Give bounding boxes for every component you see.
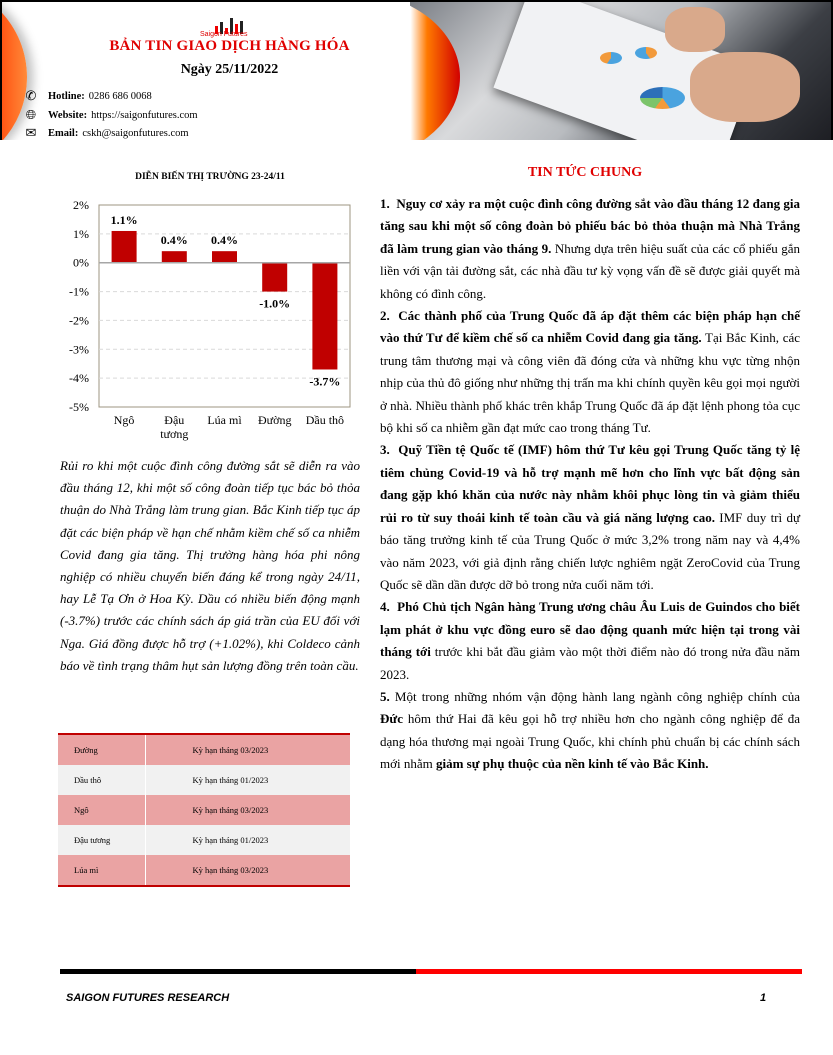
- header-banner: [0, 0, 833, 140]
- news-number: 1.: [380, 196, 397, 211]
- y-tick-label: 1%: [73, 226, 89, 241]
- news-item: [380, 305, 800, 439]
- news-number: 4.: [380, 599, 398, 615]
- news-item: [380, 439, 800, 596]
- market-summary: Rủi ro khi một cuộc đình công đường sắt sẽ diễn ra vào đầu tháng 12, khi một số công đoàn tiếp tục bác bỏ thỏa thuận do Nhà Trắng làm trung gian. Bắc Kinh tiếp tục áp đặt các biện pháp về hạn chế nhằm kiềm chế số ca nhiễm Covid đang gia tăng. Thị trường hàng hóa phi nông nghiệp có nhiều chuyển biến đáng kể trong ngày 24/11, hay Lễ Tạ Ơn ở Hoa Kỳ. Dầu có nhiều biến động mạnh (-3.7%) trước các chính sách áp giá trần của EU đối với Nga. Giá đồng được hỗ trợ (+1.02%), khi Coldeco cảnh báo về tình trạng thâm hụt sản lượng đồng trên toàn cầu.: [60, 458, 360, 673]
- bar: [312, 263, 337, 370]
- bulletin-date: Ngày 25/11/2022: [180, 62, 279, 77]
- x-tick-label: Đường: [257, 413, 292, 427]
- contract-term-cell: Kỳ hạn tháng 01/2023: [146, 825, 350, 855]
- hand-image: [690, 52, 800, 122]
- commodity-cell: Dầu thô: [58, 765, 146, 795]
- news-body: Một trong những nhóm vận động hành lang ngành công nghiệp chính của: [394, 688, 800, 704]
- news-headline: Phó Chủ tịch Ngân hàng Trung ương châu Âu Luis de Guindos cho biết lạm phát ở khu vực đồng euro sẽ dao động quanh mức hiện tại trong vài tháng tới: [380, 599, 801, 660]
- page-number: 1: [760, 992, 767, 1004]
- contract-term-cell: Kỳ hạn tháng 03/2023: [146, 795, 350, 825]
- news-body: Tại Bắc Kinh, các trung tâm thương mại và công viên đã đóng cửa và những khu vực từng nhộn nhịp của thủ đô giống như những thị trấn ma khi chính quyền kêu gọi mọi người ở nhà. Nhiều thành phố khác trên khắp Trung Quốc đã áp đặt lệnh phong tỏa cục bộ khi số ca nhiễm gần đạt mức cao trong tháng Tư.: [380, 330, 801, 436]
- news-headline: Các thành phố của Trung Quốc đã áp đặt thêm các biện pháp hạn chế vào thứ Tư để kiềm chế số ca nhiễm Covid đang gia tăng.: [380, 308, 800, 346]
- news-headline: Nguy cơ xảy ra một cuộc đình công đường sắt vào đầu tháng 12 đang gia tăng sau khi một số công đoàn bỏ phiếu bác bỏ thỏa thuận mà Nhà Trắng đã làm trung gian vào tháng 9.: [380, 196, 801, 256]
- pie-chart-graphic: [640, 87, 685, 109]
- data-label: 0.4%: [160, 233, 188, 248]
- contracts-table: [58, 733, 350, 887]
- news-number: 2.: [380, 308, 399, 324]
- mail-icon: ✉: [25, 125, 37, 140]
- data-label: 1.1%: [110, 212, 138, 227]
- y-tick-label: -3%: [69, 342, 89, 357]
- footer-rule-red: [416, 969, 802, 974]
- hotline-label: Hotline:: [48, 90, 85, 102]
- x-tick-label: Đậu: [164, 413, 185, 427]
- x-tick-label: Ngô: [113, 413, 135, 427]
- table-row: [58, 855, 350, 886]
- contact-email: [22, 126, 189, 140]
- hand-image: [665, 7, 725, 52]
- news-item: [380, 686, 800, 776]
- commodity-cell: Lúa mì: [58, 855, 146, 886]
- data-label: 0.4%: [211, 233, 238, 248]
- x-tick-label: Dầu thô: [305, 413, 345, 427]
- news-body: IMF duy trì dự báo tăng trưởng kinh tế của Trung Quốc ở mức 3,2% trong năm nay và 4,4% vào năm 2023, với giả định rằng chiến lược nghiêm ngặt ZeroCovid của Trung Quốc sẽ dần dần được dỡ bỏ trong nửa cuối năm tới.: [380, 509, 800, 592]
- y-tick-label: -1%: [69, 284, 89, 299]
- website-link[interactable]: https://saigonfutures.com: [91, 109, 198, 121]
- market-change-bar-chart: [55, 190, 365, 445]
- globe-icon: 🌐︎: [25, 107, 37, 122]
- website-label: Website:: [48, 109, 88, 121]
- news-body: Nhưng dựa trên hiệu suất của các cổ phiếu gắn liền với vận tải đường sắt, các nhà đầu tư kỳ vọng vấn đề sẽ được giải quyết mà không có đình công.: [380, 240, 800, 301]
- pie-chart-graphic: [635, 47, 657, 59]
- bar: [112, 231, 137, 263]
- hotline-value[interactable]: 0286 686 0068: [88, 90, 152, 102]
- news-item: [380, 596, 800, 686]
- commodity-cell: Đậu tương: [58, 825, 146, 855]
- news-number: 5.: [380, 688, 395, 704]
- brand-name: Saigon Futures: [200, 31, 248, 38]
- contract-term-cell: Kỳ hạn tháng 03/2023: [146, 855, 350, 886]
- contact-hotline: [22, 89, 152, 103]
- bar: [262, 263, 287, 292]
- data-label: -3.7%: [309, 374, 341, 389]
- bulletin-title: BẢN TIN GIAO DỊCH HÀNG HÓA: [109, 38, 350, 54]
- phone-icon: ✆: [25, 88, 37, 103]
- contract-term-cell: Kỳ hạn tháng 01/2023: [146, 765, 350, 795]
- contract-term-cell: Kỳ hạn tháng 03/2023: [146, 734, 350, 765]
- table-row: [58, 734, 350, 765]
- bar: [212, 251, 237, 263]
- x-tick-label: tương: [160, 427, 189, 441]
- y-tick-label: -4%: [69, 371, 89, 386]
- x-tick-label: Lúa mì: [207, 413, 242, 427]
- news-item: [380, 193, 800, 305]
- commodity-cell: Đường: [58, 734, 146, 765]
- pie-chart-graphic: [600, 52, 622, 64]
- news-headline: Quỹ Tiền tệ Quốc tế (IMF) hôm thứ Tư kêu gọi Trung Quốc tăng tỷ lệ tiêm chủng Covid-19 và hỗ trợ mạnh mẽ hơn cho lĩnh vực bất động sản đang gặp khó khăn của nước này nhằm khôi phục lòng tin và giảm thiểu rủi ro từ suy thoái kinh tế toàn cầu và giá năng lượng cao.: [380, 442, 801, 525]
- y-tick-label: 2%: [73, 198, 89, 212]
- commodity-cell: Ngô: [58, 795, 146, 825]
- table-row: [58, 795, 350, 825]
- y-tick-label: -2%: [69, 313, 89, 328]
- contact-website: [22, 108, 198, 122]
- bar: [162, 251, 187, 263]
- email-link[interactable]: cskh@saigonfutures.com: [82, 127, 189, 139]
- footer-brand: SAIGON FUTURES RESEARCH: [66, 992, 230, 1004]
- header-photo: [410, 2, 833, 140]
- y-tick-label: 0%: [73, 255, 89, 270]
- news-emphasis: Đức: [380, 711, 403, 727]
- news-number: 3.: [380, 442, 399, 458]
- y-tick-label: -5%: [69, 400, 89, 414]
- data-label: -1.0%: [259, 296, 291, 311]
- news-list: [380, 193, 800, 776]
- news-body: hôm thứ Hai đã kêu gọi hỗ trợ nhiều hơn cho ngành công nghiệp để đa dạng hóa thương mại ngoài Trung Quốc, khi chính phủ chuẩn bị các chính sách mới nhằm: [380, 711, 800, 772]
- email-label: Email:: [48, 127, 79, 139]
- news-section-title: TIN TỨC CHUNG: [527, 165, 643, 180]
- table-row: [58, 825, 350, 855]
- news-emphasis: giảm sự phụ thuộc của nền kinh tế vào Bắc Kinh.: [435, 756, 709, 772]
- chart-title: DIỄN BIẾN THỊ TRƯỜNG 23-24/11: [135, 172, 285, 182]
- decorative-swoosh: [410, 2, 460, 140]
- footer-rule-black: [60, 969, 416, 974]
- table-row: [58, 765, 350, 795]
- news-body: trước khi bắt đầu giảm vào một thời điểm nào đó trong nửa đầu năm 2023.: [380, 644, 801, 682]
